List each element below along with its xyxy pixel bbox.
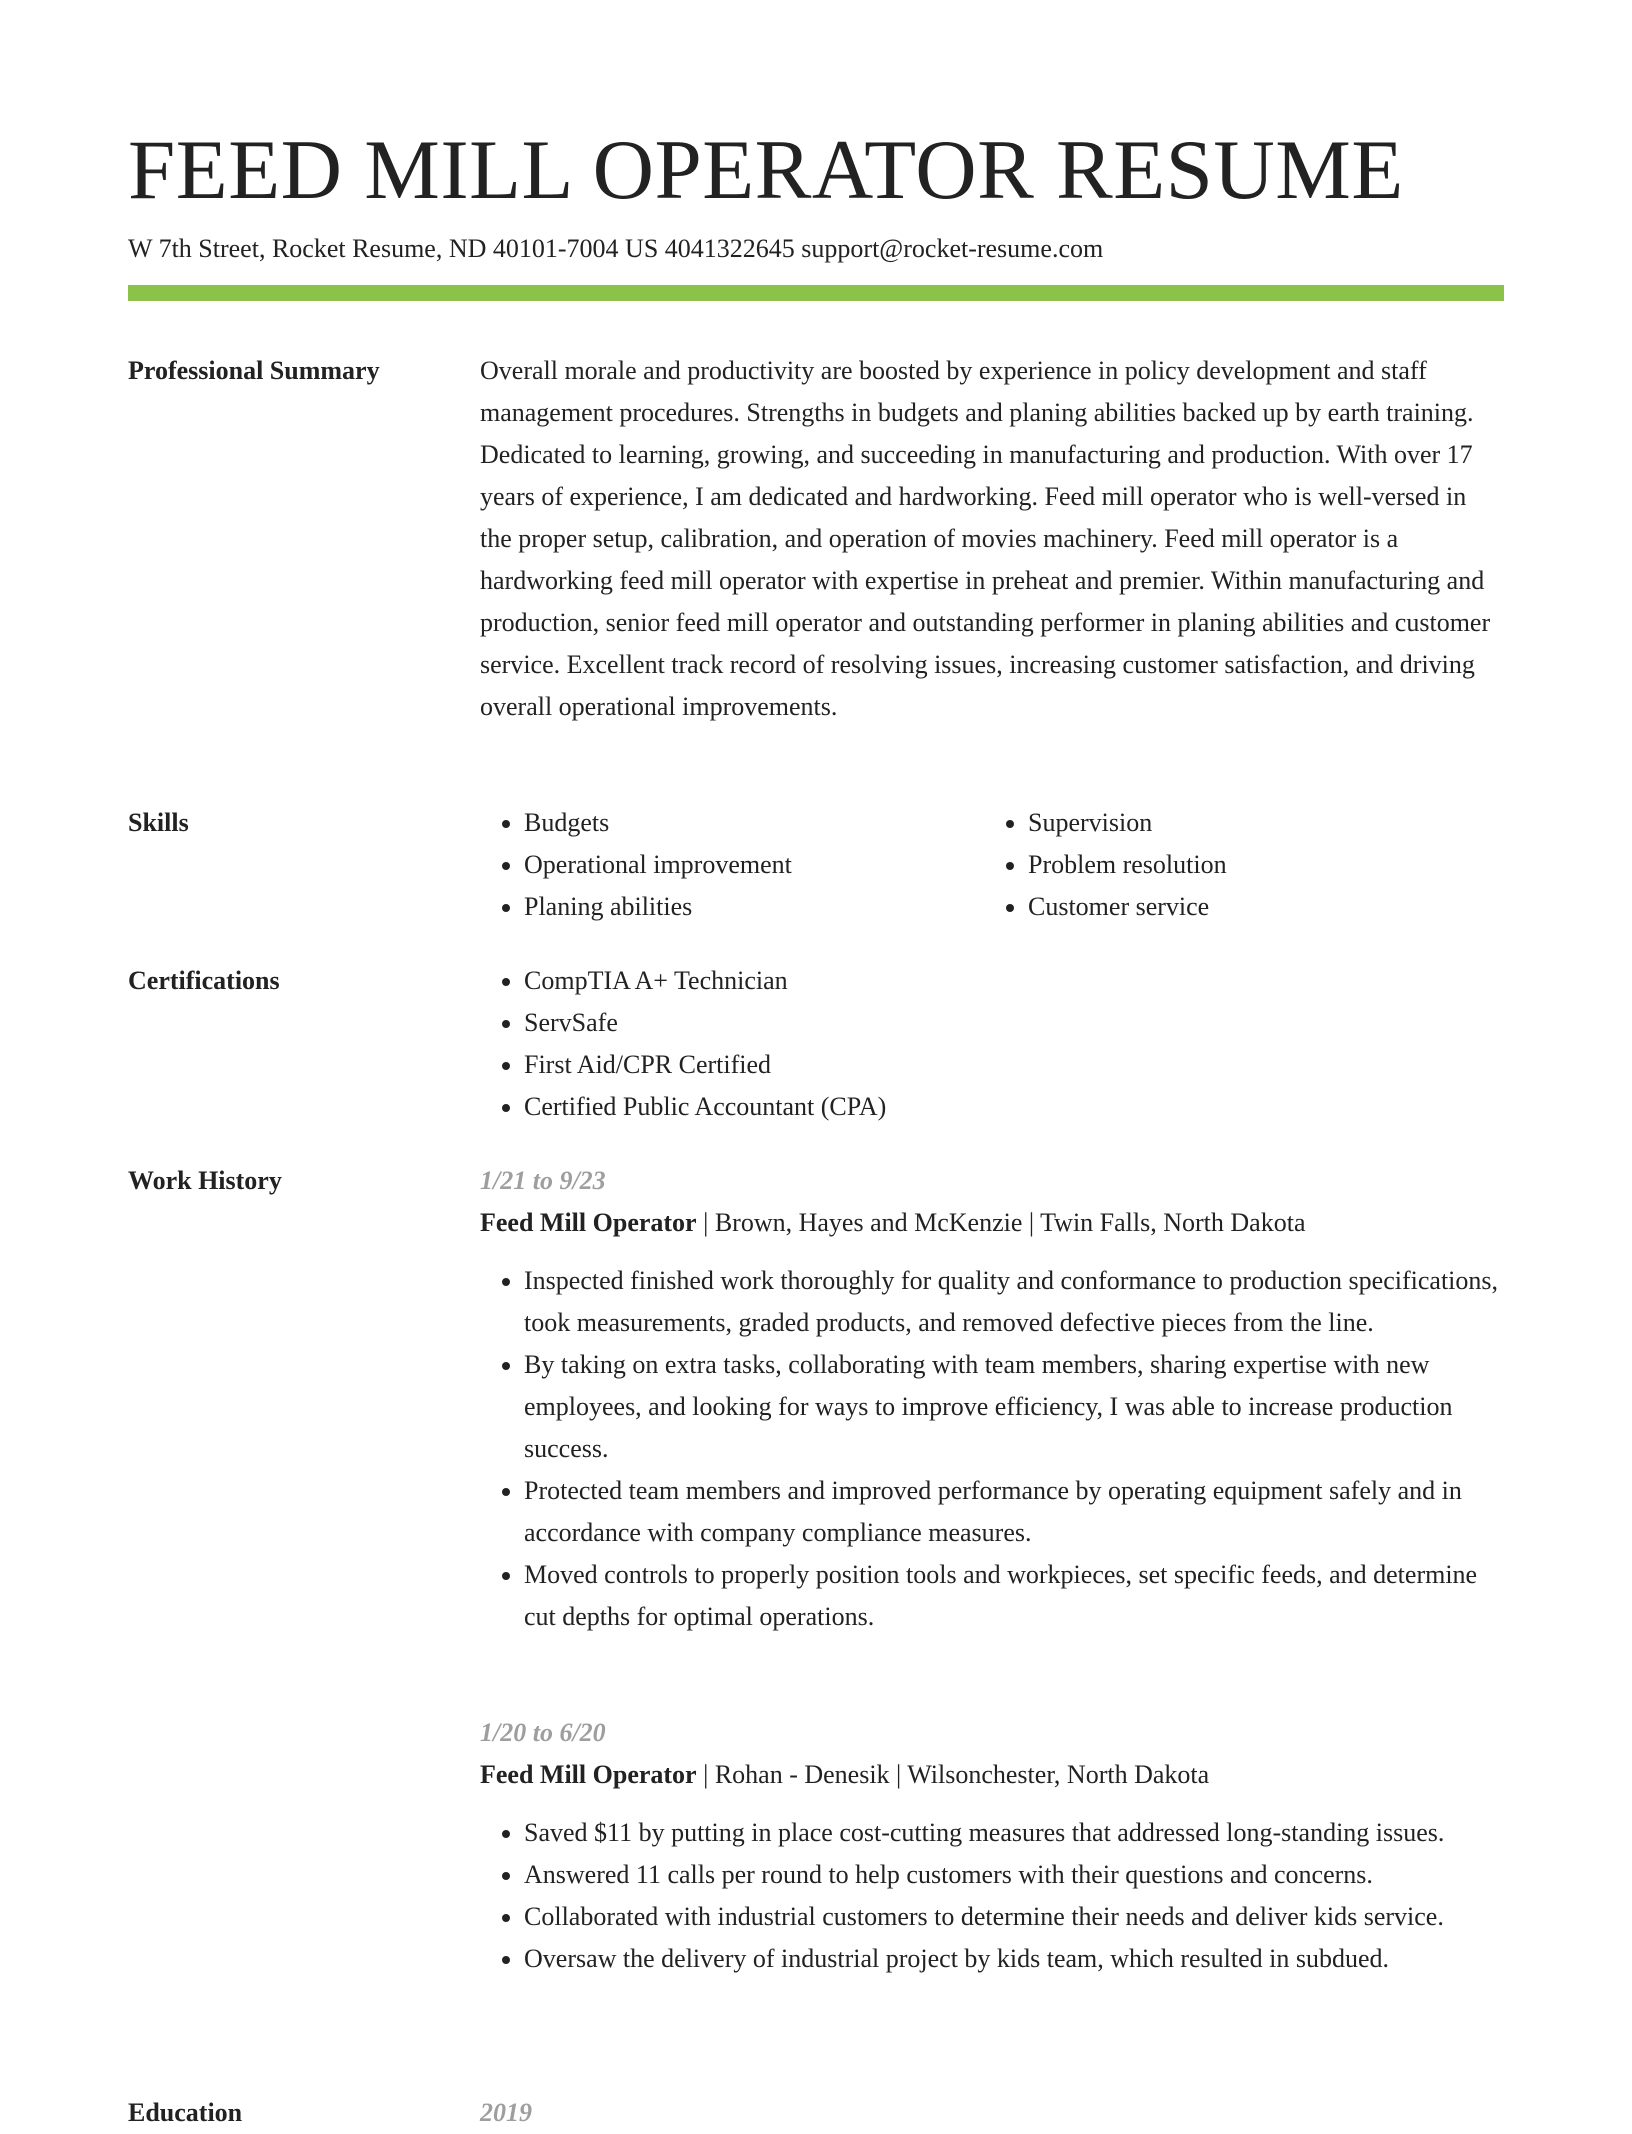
job-bullet: • Moved controls to properly position tools and workpieces, set specific feeds, and determine cut depths for optimal operations. xyxy=(524,1554,1504,1638)
job-bullet: • Collaborated with industrial customers to determine their needs and deliver kids service. xyxy=(524,1896,1504,1938)
job-bullet: • Saved $11 by putting in place cost-cutting measures that addressed long-standing issues. xyxy=(524,1812,1504,1854)
job-title: Feed Mill Operator xyxy=(480,1208,697,1237)
education-section xyxy=(480,2092,1504,2134)
job-entry xyxy=(480,1160,1504,1638)
summary-section xyxy=(480,350,1504,728)
skills-list-left xyxy=(480,802,1024,928)
job-bullet: • Answered 11 calls per round to help customers with their questions and concerns. xyxy=(524,1854,1504,1896)
skill-item: • Planing abilities xyxy=(524,886,1024,928)
job-date: 1/21 to 9/23 xyxy=(480,1166,606,1195)
job-bullets xyxy=(480,1812,1504,1980)
summary-heading: Professional Summary xyxy=(128,356,380,385)
skills-list-right xyxy=(984,802,1528,928)
job-heading xyxy=(480,1202,1504,1244)
job-bullet: • Protected team members and improved performance by operating equipment safely and in accordance with company compliance measures. xyxy=(524,1470,1504,1554)
education-date: 2019 xyxy=(480,2098,532,2127)
job-bullet: • Oversaw the delivery of industrial project by kids team, which resulted in subdued. xyxy=(524,1938,1504,1980)
contact-line: W 7th Street, Rocket Resume, ND 40101-7004 US 4041322645 support@rocket-resume.com xyxy=(128,234,1104,263)
job-heading xyxy=(480,1754,1504,1796)
education-heading: Education xyxy=(128,2098,243,2127)
accent-divider xyxy=(128,285,1504,301)
skill-item: • Problem resolution xyxy=(1028,844,1528,886)
certification-item: • Certified Public Accountant (CPA) xyxy=(524,1086,1504,1128)
work-history-heading: Work History xyxy=(128,1166,282,1195)
skills-heading: Skills xyxy=(128,808,189,837)
certification-item: • ServSafe xyxy=(524,1002,1504,1044)
summary-text: Overall morale and productivity are boosted by experience in policy development and staff management procedures. Strengths in budgets and planing abilities backed up by earth training. Dedicated to learning, growing, and succeeding in manufacturing and production. With over 17 years of experience, I am dedicated and hardworking. Feed mill operator who is well-versed in the proper setup, calibration, and operation of movies machinery. Feed mill operator is a hardworking feed mill operator with expertise in preheat and premier. Within manufacturing and production, senior feed mill operator and outstanding performer in planing abilities and customer service. Excellent track record of resolving issues, increasing customer satisfaction, and driving overall operational improvements. xyxy=(480,356,1491,721)
skill-item: • Supervision xyxy=(1028,802,1528,844)
job-details: | Brown, Hayes and McKenzie | Twin Falls, North Dakota xyxy=(696,1208,1306,1237)
certification-item: • First Aid/CPR Certified xyxy=(524,1044,1504,1086)
skill-item: • Operational improvement xyxy=(524,844,1024,886)
job-bullet: • By taking on extra tasks, collaborating with team members, sharing expertise with new employees, and looking for ways to improve efficiency, I was able to increase production success. xyxy=(524,1344,1504,1470)
certification-item: • CompTIA A+ Technician xyxy=(524,960,1504,1002)
job-bullets xyxy=(480,1260,1504,1638)
job-entry xyxy=(480,1712,1504,1980)
job-title: Feed Mill Operator xyxy=(480,1760,697,1789)
resume-title: FEED MILL OPERATOR RESUME xyxy=(128,123,1404,217)
skills-section xyxy=(480,802,1504,928)
skill-item: • Customer service xyxy=(1028,886,1528,928)
certifications-list xyxy=(480,960,1504,1128)
job-bullet: • Inspected finished work thoroughly for quality and conformance to production specifications, took measurements, graded products, and removed defective pieces from the line. xyxy=(524,1260,1504,1344)
job-date: 1/20 to 6/20 xyxy=(480,1718,606,1747)
certifications-section xyxy=(480,960,1504,1128)
job-details: | Rohan - Denesik | Wilsonchester, North Dakota xyxy=(696,1760,1210,1789)
certifications-heading: Certifications xyxy=(128,966,280,995)
skill-item: • Budgets xyxy=(524,802,1024,844)
